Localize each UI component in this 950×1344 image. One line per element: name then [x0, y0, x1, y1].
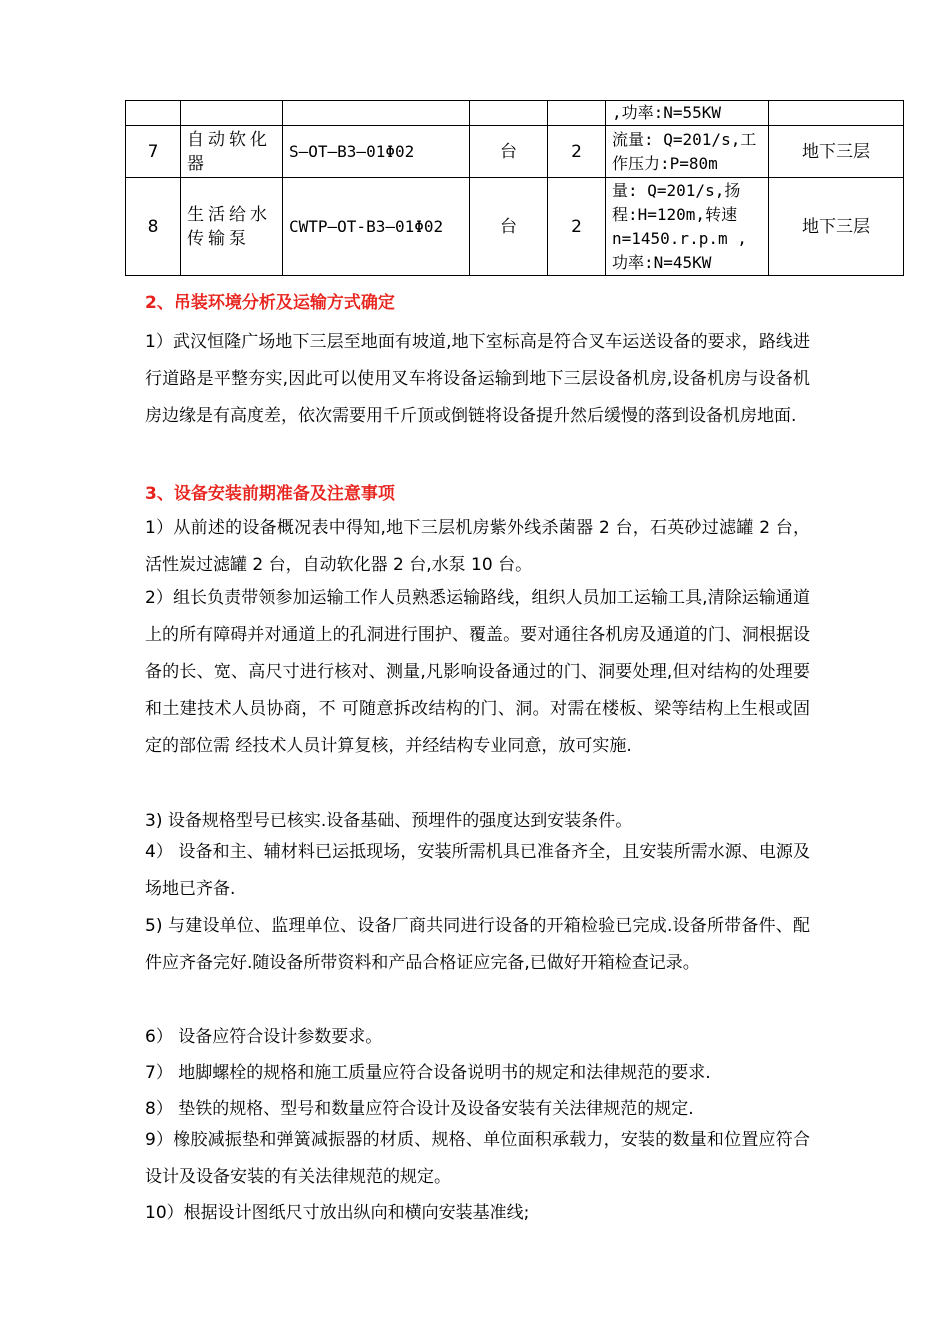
cell-name [181, 101, 283, 126]
cell-qty: 2 [548, 178, 606, 276]
equipment-table [125, 100, 904, 276]
table-row [126, 101, 904, 126]
table-row [126, 178, 904, 276]
cell-qty [548, 101, 606, 126]
paragraph: 8） 垫铁的规格、型号和数量应符合设计及设备安装有关法律规范的规定. [145, 1099, 694, 1119]
paragraph: 3) 设备规格型号已核实.设备基础、预埋件的强度达到安装条件。 [145, 811, 633, 831]
cell-no [126, 101, 181, 126]
cell-qty: 2 [548, 126, 606, 178]
cell-name: 生活给水传输泵 [181, 178, 283, 276]
cell-model: S—OT—B3—01Φ02 [283, 126, 470, 178]
paragraph: 1）武汉恒隆广场地下三层至地面有坡道,地下室标高是符合叉车运送设备的要求，路线进行道路是平整夯实,因此可以使用叉车将设备运输到地下三层设备机房,设备机房与设备机房边缘是有高度差，依次需要用千斤顶或倒链将设备提升然后缓慢的落到设备机房地面. [145, 332, 810, 426]
section-heading: 2、吊装环境分析及运输方式确定 [145, 293, 395, 313]
paragraph: 9）橡胶减振垫和弹簧减振器的材质、规格、单位面积承载力，安装的数量和位置应符合设计及设备安装的有关法律规范的规定。 [145, 1130, 810, 1187]
cell-location: 地下三层 [769, 178, 904, 276]
cell-no: 7 [126, 126, 181, 178]
cell-param: ,功率:N=55KW [606, 101, 769, 126]
section-heading: 3、设备安装前期准备及注意事项 [145, 484, 395, 504]
cell-model [283, 101, 470, 126]
paragraph: 5) 与建设单位、监理单位、设备厂商共同进行设备的开箱检验已完成.设备所带备件、配件应齐备完好.随设备所带资料和产品合格证应完备,已做好开箱检查记录。 [145, 916, 810, 973]
cell-model: CWTP—OT-B3—01Φ02 [283, 178, 470, 276]
paragraph: 7） 地脚螺栓的规格和施工质量应符合设备说明书的规定和法律规范的要求. [145, 1063, 711, 1083]
paragraph: 10）根据设计图纸尺寸放出纵向和横向安装基准线; [145, 1203, 530, 1223]
paragraph: 1）从前述的设备概况表中得知,地下三层机房紫外线杀菌器 2 台，石英砂过滤罐 2 台，活性炭过滤罐 2 台，自动软化器 2 台,水泵 10 台。 [145, 518, 810, 575]
paragraph: 6） 设备应符合设计参数要求。 [145, 1027, 383, 1047]
paragraph: 2）组长负责带领参加运输工作人员熟悉运输路线，组织人员加工运输工具,清除运输通道上的所有障碍并对通道上的孔洞进行围护、覆盖。要对通往各机房及通道的门、洞根据设备的长、宽、高尺寸进行核对、测量,凡影响设备通过的门、洞要处理,但对结构的处理要和土建技术人员协商，不 可随意拆改结构的门、洞。对需在楼板、梁等结构上生根或固定的部位需 经技术人员计算复核，并经结构专业同意，放可实施. [145, 588, 810, 756]
cell-name: 自动软化器 [181, 126, 283, 178]
cell-unit: 台 [470, 178, 548, 276]
cell-location [769, 101, 904, 126]
cell-no: 8 [126, 178, 181, 276]
cell-param: 量: Q=201/s,扬程:H=120m,转速n=1450.r.p.m ,功率:N=45KW [606, 178, 769, 276]
cell-unit: 台 [470, 126, 548, 178]
paragraph: 4） 设备和主、辅材料已运抵现场，安装所需机具已准备齐全，且安装所需水源、电源及场地已齐备. [145, 842, 810, 899]
table-row [126, 126, 904, 178]
cell-param: 流量: Q=201/s,工作压力:P=80m [606, 126, 769, 178]
cell-location: 地下三层 [769, 126, 904, 178]
cell-unit [470, 101, 548, 126]
